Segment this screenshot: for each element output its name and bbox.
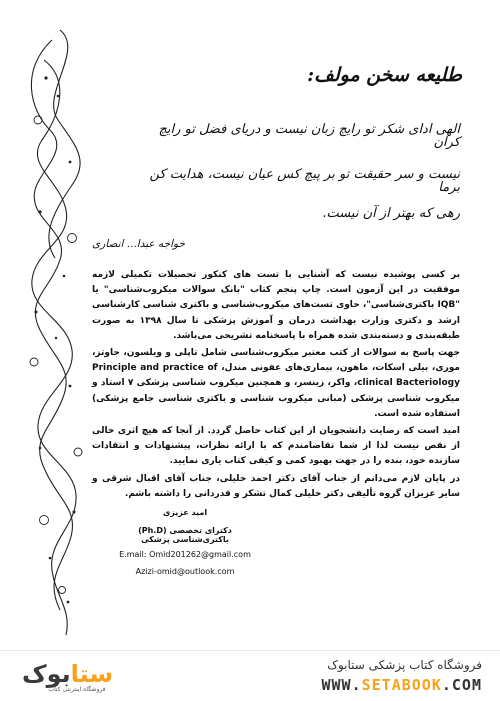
author-title: دکترای تخصصی (Ph.D) باکتری‌شناسی پزشکی [138, 526, 232, 544]
setabook-logo[interactable] [22, 656, 132, 696]
paragraph: امید است که رضایت دانشجویان از این کتاب حاصل گردد. از آنجا که هیچ اثری خالی از نقص نیست لذا از شما تقاضامندم که با ارائه نظرات، پیشنهادات و انتقادات سازنده خود، بنده را در جهت بهبود کمی و کیفی کتاب یاری نمایید. [92, 426, 460, 467]
author-email: E.mail: Omid201262@gmail.com [119, 550, 251, 559]
logo-text-dark: بوک [22, 660, 71, 688]
store-name: فروشگاه کتاب پزشکی ستابوک [327, 658, 482, 672]
poem-line: نیست و سر حقیقت تو بر پیچ کس عیان نیست، هدایت کن برما [149, 167, 460, 195]
preface-body [92, 268, 460, 504]
paragraph: بر کسی پوشیده نیست که آشنایی با تست های کنکور تحصیلات تکمیلی لازمه موفقیت در این آزمون است. چاپ پنجم کتاب "بانک سوالات میکروب‌شناسی" یا "IQB باکتری‌شناسی"، حاوی تست‌های میکروب‌شناسی و باکتری شناسی کارشناسی ارشد و دکتری وزارت بهداشت درمان و آموزش پزشکی تا سال ۱۳۹۸ به صورت طبقه‌بندی و دسته‌بندی شده همراه با پاسخنامه تشریحی می‌باشد. [92, 270, 461, 341]
paragraph: جهت پاسخ به سوالات از کتب معتبر میکروب‌شناسی شامل تاپلی و ویلسون، جاوتز، موری، بیلی اسکات، ماهون، بیماری‌های عفونی مندل، Principle and practice of clinical Bacteriology، واکر، زینسر، و همچنین میکروب شناسی پزشکی ۷ استاد و میکروب شناسی پزشکی (مبانی میکروب شناسی و باکتری شناسی جامع پزشکی) استفاده شده است. [92, 348, 460, 419]
logo-mark [22, 660, 113, 688]
author-signature-block [110, 508, 260, 584]
logo-subtitle: فروشگاه اینترنتی کتاب [48, 686, 106, 693]
paragraph: در پایان لازم می‌دانم از جناب آقای دکتر احمد خلیلی، جناب آقای اقبال شرقی و سایر عزیزان گروه تألیفی دکتر خلیلی کمال تشکر و قدردانی را داشته باشم. [92, 473, 460, 499]
author-name: امید عزیزی [162, 508, 208, 517]
author-email-alt: Azizi-omid@outlook.com [135, 567, 235, 576]
logo-text-accent: ستا [70, 660, 114, 688]
url-suffix: .COM [441, 676, 482, 694]
store-url-link[interactable] [322, 676, 483, 694]
poem-attribution: خواجه عبدا... انصاری [92, 238, 185, 250]
url-main: SETABOOK [361, 676, 442, 694]
poem-line: الهی ادای شکر تو رایچ زبان نیست و دریای فضل تو رایچ کران [158, 122, 460, 150]
url-prefix: WWW. [321, 676, 362, 694]
poem-line: رهی که بهتر از آن نیست. [322, 206, 460, 221]
document-heading: طلیعه سخن مولف: [307, 64, 462, 86]
